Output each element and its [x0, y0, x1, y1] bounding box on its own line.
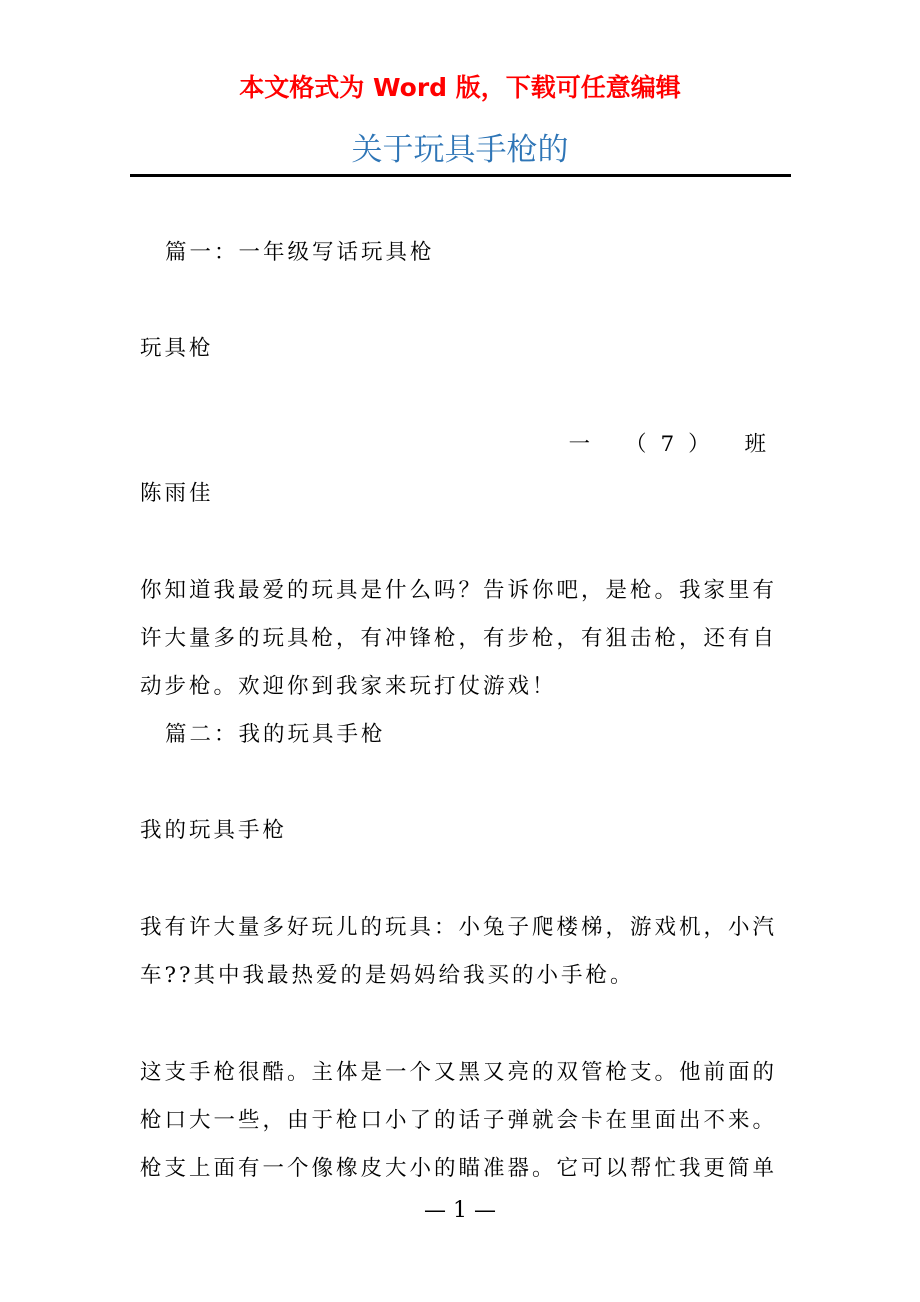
paragraph-line: 动步枪。欢迎你到我家来玩打仗游戏！ — [140, 674, 557, 699]
paragraph-line: 许大量多的玩具枪，有冲锋枪，有步枪，有狙击枪，还有自 — [140, 626, 778, 651]
page-number: — 1 — — [424, 1198, 496, 1223]
paragraph-line: 车??其中我最热爱的是妈妈给我买的小手枪。 — [140, 963, 635, 988]
title-divider — [130, 174, 791, 177]
paragraph-line: 枪支上面有一个像橡皮大小的瞄准器。它可以帮忙我更简单 — [140, 1156, 778, 1181]
editable-notice-banner: 本文格式为 Word 版，下载可任意编辑 — [239, 73, 681, 102]
section-heading-2: 篇二：我的玩具手枪 — [165, 722, 386, 747]
section-title-2: 我的玩具手枪 — [140, 818, 288, 843]
paragraph-line: 枪口大一些，由于枪口小了的话子弹就会卡在里面出不来。 — [140, 1108, 778, 1133]
document-title: 关于玩具手枪的 — [351, 132, 569, 168]
section-heading-1: 篇一：一年级写话玩具枪 — [165, 240, 435, 265]
author-name: 陈雨佳 — [140, 481, 214, 506]
paragraph-line: 你知道我最爱的玩具是什么吗？告诉你吧，是枪。我家里有 — [140, 578, 778, 603]
paragraph-line: 我有许大量多好玩儿的玩具：小兔子爬楼梯，游戏机，小汽 — [140, 915, 778, 940]
section-title-1: 玩具枪 — [140, 336, 214, 361]
paragraph-line: 这支手枪很酷。主体是一个又黑又亮的双管枪支。他前面的 — [140, 1060, 778, 1085]
class-line: 一 （7） 班 — [568, 432, 780, 457]
